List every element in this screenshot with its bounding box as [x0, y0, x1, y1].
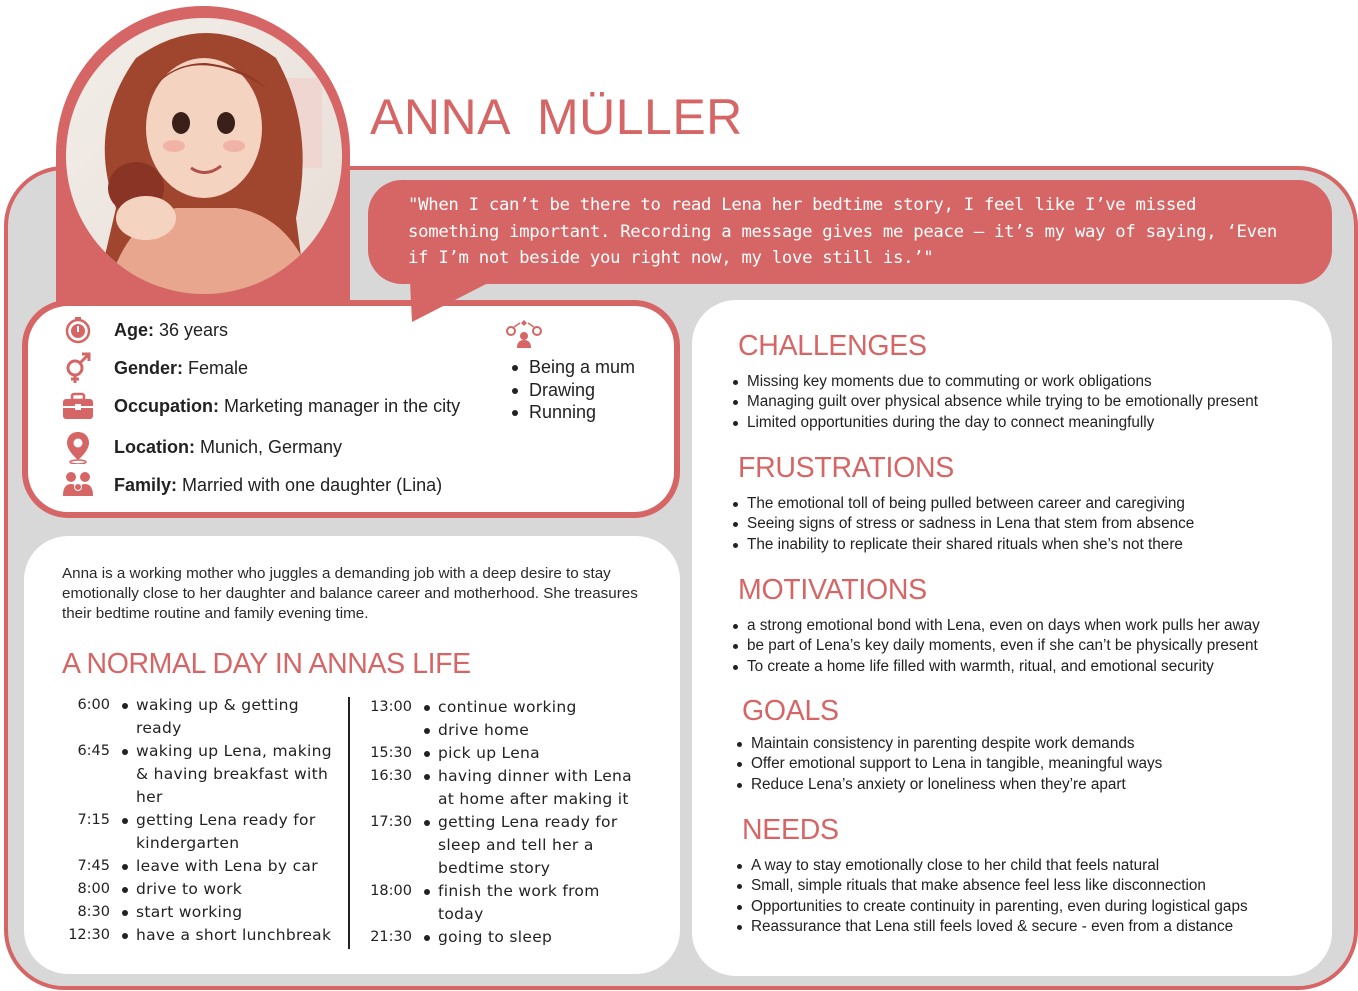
location-label: Location:	[114, 436, 195, 457]
goals-list	[736, 734, 1162, 795]
schedule-entry	[366, 719, 632, 742]
frustrations-title: FRUSTRATIONS	[738, 452, 954, 484]
schedule-activity: drive home	[438, 721, 530, 739]
gender-value: Female	[183, 357, 249, 378]
briefcase-icon	[60, 390, 96, 422]
schedule-divider	[348, 697, 350, 949]
schedule-time: 17:30	[370, 814, 412, 830]
schedule-activity: kindergarten	[136, 834, 240, 852]
challenge-item: Missing key moments due to commuting or work obligations	[732, 372, 1258, 392]
schedule-activity: at home after making it	[438, 790, 629, 808]
schedule-morning	[64, 694, 332, 947]
schedule-activity: waking up & getting	[136, 696, 299, 714]
schedule-time: 21:30	[370, 929, 412, 945]
schedule-activity: getting Lena ready for	[438, 813, 618, 831]
schedule-activity: sleep and tell her a	[438, 836, 594, 854]
info-location	[60, 431, 342, 463]
schedule-entry	[366, 926, 632, 949]
schedule-entry	[64, 740, 332, 809]
speech-bubble-tail	[410, 282, 490, 324]
schedule-activity: continue working	[438, 698, 577, 716]
schedule-activity: & having breakfast with	[136, 765, 329, 783]
challenge-item: Managing guilt over physical absence while trying to be emotionally present	[732, 392, 1258, 412]
frustration-item: Seeing signs of stress or sadness in Lena that stem from absence	[732, 514, 1194, 534]
frustration-item: The inability to replicate their shared rituals when she’s not there	[732, 535, 1194, 555]
schedule-activity: ready	[136, 719, 182, 737]
hobby-item: Running	[512, 401, 635, 424]
schedule-activity: drive to work	[136, 880, 243, 898]
schedule-time: 12:30	[68, 927, 110, 943]
schedule-activity: her	[136, 788, 163, 806]
goal-item: Maintain consistency in parenting despite work demands	[736, 734, 1162, 754]
schedule-afternoon	[366, 696, 632, 949]
hobby-item: Being a mum	[512, 356, 635, 379]
schedule-entry	[64, 901, 332, 924]
frustrations-list	[732, 494, 1194, 555]
needs-title: NEEDS	[742, 814, 839, 846]
goals-title: GOALS	[742, 695, 839, 727]
schedule-time: 7:15	[77, 812, 110, 828]
persona-quote: "When I can’t be there to read Lena her bedtime story, I feel like I’ve missed something important. Recording a message gives me peace — it’s my way of saying, ‘Even if I’m not beside you right now, my love still is.’"	[368, 180, 1332, 284]
need-item: Small, simple rituals that make absence feel less like disconnection	[736, 876, 1248, 896]
info-family	[60, 469, 442, 501]
gender-symbol-icon	[60, 352, 96, 384]
schedule-entry	[366, 742, 632, 765]
challenge-item: Limited opportunities during the day to connect meaningfully	[732, 413, 1258, 433]
schedule-activity: today	[438, 905, 484, 923]
schedule-entry	[64, 809, 332, 855]
family-label: Family:	[114, 474, 178, 495]
schedule-time: 18:00	[370, 883, 412, 899]
schedule-activity: having dinner with Lena	[438, 767, 632, 785]
frustration-item: The emotional toll of being pulled between career and caregiving	[732, 494, 1194, 514]
schedule-activity: pick up Lena	[438, 744, 540, 762]
need-item: A way to stay emotionally close to her child that feels natural	[736, 856, 1248, 876]
schedule-entry	[366, 811, 632, 880]
persona-name: ANNA MÜLLER	[370, 89, 743, 145]
info-gender	[60, 352, 248, 384]
family-icon	[60, 469, 96, 501]
schedule-time: 7:45	[77, 858, 110, 874]
motivations-title: MOTIVATIONS	[738, 574, 927, 606]
hobby-item: Drawing	[512, 379, 635, 402]
need-item: Reassurance that Lena still feels loved & secure - even from a distance	[736, 917, 1248, 937]
motivations-list	[732, 616, 1260, 677]
schedule-entry	[64, 855, 332, 878]
interests-icon	[504, 318, 544, 348]
schedule-entry	[64, 694, 332, 740]
schedule-time: 6:45	[77, 743, 110, 759]
schedule-time	[366, 719, 412, 742]
info-age	[60, 314, 228, 346]
schedule-time: 16:30	[370, 768, 412, 784]
location-value: Munich, Germany	[195, 436, 343, 457]
gender-label: Gender:	[114, 357, 184, 378]
schedule-time: 15:30	[370, 745, 412, 761]
occupation-value: Marketing manager in the city	[219, 395, 461, 416]
family-value: Married with one daughter (Lina)	[177, 474, 443, 495]
schedule-entry	[366, 765, 632, 811]
schedule-activity: start working	[136, 903, 243, 921]
location-pin-icon	[60, 431, 96, 463]
info-occupation	[60, 390, 460, 422]
age-label: Age:	[114, 319, 154, 340]
need-item: Opportunities to create continuity in parenting, even during logistical gaps	[736, 897, 1248, 917]
schedule-activity: getting Lena ready for	[136, 811, 316, 829]
needs-list	[736, 856, 1248, 938]
age-value: 36 years	[154, 319, 229, 340]
daily-routine-title: A NORMAL DAY IN ANNAS LIFE	[62, 648, 471, 680]
motivation-item: To create a home life filled with warmth, ritual, and emotional security	[732, 657, 1260, 677]
schedule-activity: have a short lunchbreak	[136, 926, 332, 944]
schedule-activity: waking up Lena, making	[136, 742, 332, 760]
schedule-time: 13:00	[370, 699, 412, 715]
schedule-activity: finish the work from	[438, 882, 600, 900]
persona-bio: Anna is a working mother who juggles a demanding job with a deep desire to stay emotionally close to her daughter and balance career and motherhood. She treasures their bedtime routine and family evening time.	[62, 565, 638, 622]
goal-item: Offer emotional support to Lena in tangible, meaningful ways	[736, 754, 1162, 774]
challenges-list	[732, 372, 1258, 433]
schedule-entry	[366, 880, 632, 926]
schedule-time: 8:00	[77, 881, 110, 897]
motivation-item: be part of Lena’s key daily moments, even if she can’t be physically present	[732, 636, 1260, 656]
schedule-time: 6:00	[77, 697, 110, 713]
schedule-activity: going to sleep	[438, 928, 553, 946]
challenges-title: CHALLENGES	[738, 330, 927, 362]
schedule-entry	[366, 696, 632, 719]
schedule-entry	[64, 924, 332, 947]
schedule-activity: bedtime story	[438, 859, 551, 877]
stopwatch-icon	[60, 314, 96, 346]
schedule-time: 8:30	[77, 904, 110, 920]
schedule-entry	[64, 878, 332, 901]
schedule-activity: leave with Lena by car	[136, 857, 318, 875]
occupation-label: Occupation:	[114, 395, 220, 416]
motivation-item: a strong emotional bond with Lena, even on days when work pulls her away	[732, 616, 1260, 636]
goal-item: Reduce Lena’s anxiety or loneliness when they’re apart	[736, 775, 1162, 795]
avatar	[66, 18, 342, 294]
hobbies-list	[512, 356, 635, 424]
